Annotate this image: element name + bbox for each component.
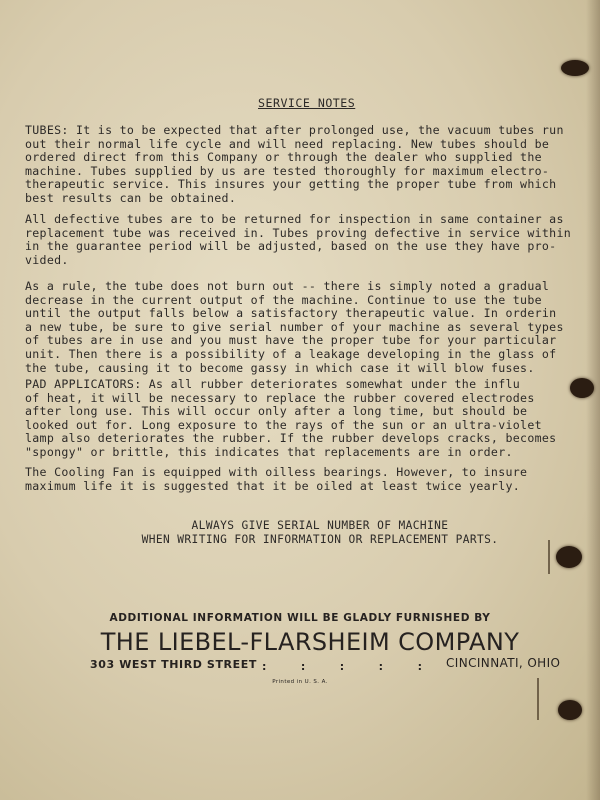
separator: :	[262, 660, 267, 673]
printed-in-note: Printed in U. S. A.	[272, 679, 328, 685]
paragraph-defective-tubes	[25, 213, 595, 267]
paper-tear-mark	[537, 678, 539, 720]
text-line: decrease in the current output of the machine. Continue to use the tube	[25, 292, 542, 307]
instruction-line: ALWAYS GIVE SERIAL NUMBER OF MACHINE	[191, 519, 449, 532]
serial-number-instruction	[110, 519, 530, 546]
text-line: ordered direct from this Company or through the dealer who supplied the	[25, 150, 542, 165]
paper-tear-mark	[548, 540, 550, 574]
text-line: the tube, causing it to become gassy in which case it will blow fuses.	[25, 360, 535, 375]
paragraph-cooling-fan	[25, 466, 595, 493]
company-name: THE LIEBEL-FLARSHEIM COMPANY	[100, 628, 520, 656]
text-line: lamp also deteriorates the rubber. If the rubber develops cracks, becomes	[25, 431, 557, 446]
additional-info-heading: ADDITIONAL INFORMATION WILL BE GLADLY FURNISHED BY	[109, 612, 491, 624]
text-line: after long use. This will occur only after a long time, but should be	[25, 404, 528, 419]
text-line: of heat, it will be necessary to replace the rubber covered electrodes	[25, 390, 535, 405]
paragraph-pad-applicators	[25, 378, 595, 460]
text-line: best results can be obtained.	[25, 190, 237, 205]
text-line: All defective tubes are to be returned for inspection in same container as	[25, 212, 564, 226]
text-line: in the guarantee period will be adjusted, based on the use they have pro-	[25, 239, 557, 254]
company-city: CINCINNATI, OHIO	[446, 656, 561, 670]
text-line: looked out for. Long exposure to the rays of the sun or an ultra-violet	[25, 417, 542, 432]
text-line: unit. Then there is a possibility of a leakage developing in the glass of	[25, 346, 557, 361]
text-line: of tubes are in use and you must have the proper tube for your particular	[25, 333, 557, 348]
address-separators	[262, 660, 422, 673]
text-line: vided.	[25, 252, 69, 267]
page-title: SERVICE NOTES	[258, 96, 356, 110]
paragraph-tubes	[25, 124, 595, 206]
binder-hole	[561, 60, 589, 76]
text-line: "spongy" or brittle, this indicates that replacements are in order.	[25, 444, 513, 459]
separator: :	[417, 660, 422, 673]
binder-hole	[556, 546, 582, 568]
text-line: therapeutic service. This insures your getting the proper tube from which	[25, 177, 557, 192]
binder-hole	[558, 700, 582, 720]
instruction-line: WHEN WRITING FOR INFORMATION OR REPLACEMENT PARTS.	[141, 532, 499, 546]
separator: :	[300, 660, 306, 673]
paragraph-tube-output	[25, 280, 595, 375]
text-line: As a rule, the tube does not burn out -- there is simply noted a gradual	[25, 279, 550, 293]
text-line: The Cooling Fan is equipped with oilless bearings. However, to insure	[25, 465, 528, 479]
text-line: TUBES: It is to be expected that after prolonged use, the vacuum tubes run	[25, 123, 564, 137]
text-line: machine. Tubes supplied by us are tested thoroughly for maximum electro-	[25, 163, 550, 178]
separator: :	[339, 660, 345, 673]
company-address: 303 WEST THIRD STREET	[90, 658, 257, 671]
separator: :	[378, 660, 384, 673]
text-line: until the output falls below a satisfactory therapeutic value. In orderin	[25, 306, 557, 321]
text-line: maximum life it is suggested that it be oiled at least twice yearly.	[25, 478, 521, 493]
text-line: out their normal life cycle and will need replacing. New tubes should be	[25, 136, 550, 151]
text-line: PAD APPLICATORS: As all rubber deteriorates somewhat under the influ	[25, 377, 521, 391]
text-line: replacement tube was received in. Tubes proving defective in service within	[25, 225, 572, 240]
text-line: a new tube, be sure to give serial number of your machine as several types	[25, 319, 564, 334]
